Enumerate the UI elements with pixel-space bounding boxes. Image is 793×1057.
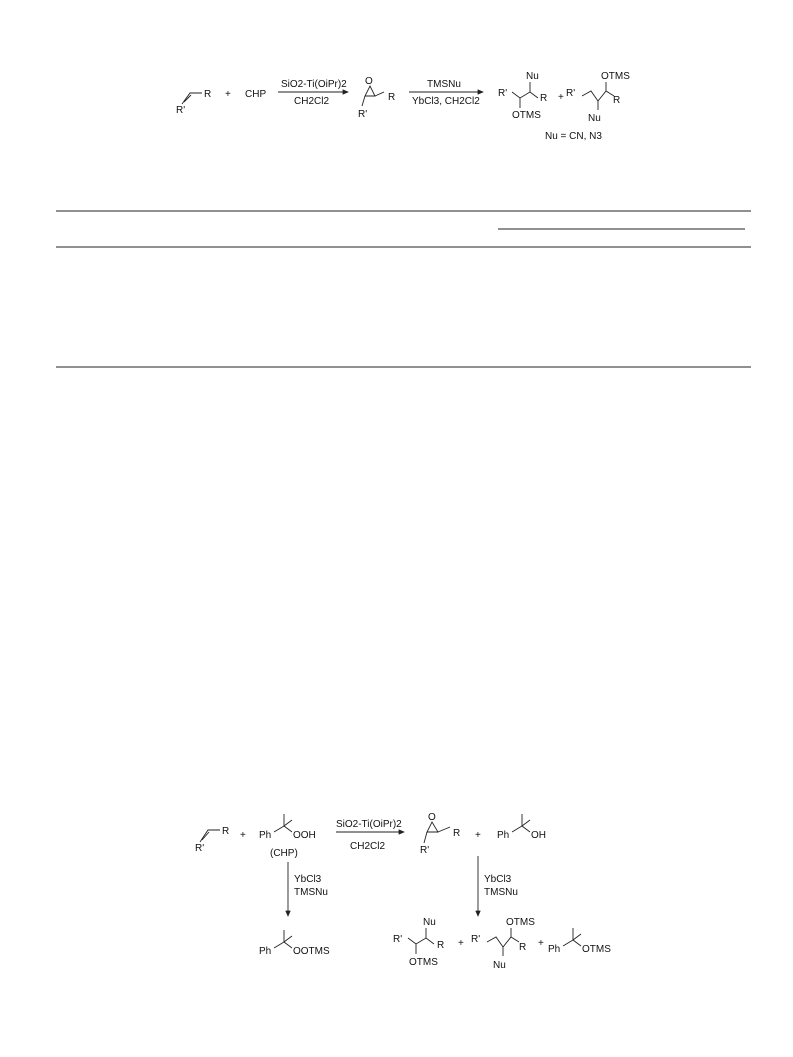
scheme2-plus-4: +: [538, 938, 544, 949]
scheme1-epoxide-r: R: [388, 92, 396, 103]
scheme2-ether-ph: Ph: [548, 944, 561, 955]
scheme1-product-b-otms: OTMS: [601, 71, 630, 82]
scheme1-cond1-top: SiO2-Ti(OiPr)2: [281, 79, 347, 90]
scheme1-plus-2: +: [558, 92, 564, 103]
scheme1-product-b-r: R: [613, 95, 621, 106]
scheme2-chp-ph: Ph: [259, 830, 272, 841]
scheme-1: [176, 71, 630, 142]
scheme1-product-a: [498, 71, 547, 121]
scheme2-plus-1: +: [240, 830, 246, 841]
scheme1-alkene-r: R: [204, 89, 212, 100]
scheme2-left-reagent-2: TMSNu: [294, 887, 328, 898]
scheme2-alcohol-ph: Ph: [497, 830, 510, 841]
scheme2-plus-2: +: [475, 830, 481, 841]
scheme1-epoxide-o: O: [365, 76, 373, 87]
scheme2-epoxide: [420, 812, 460, 856]
scheme2-right-reagent-1: YbCl3: [484, 874, 512, 885]
scheme1-product-b-r-prime: R': [566, 88, 576, 99]
scheme1-product-b: [566, 71, 630, 124]
scheme1-cond2-bottom: YbCl3, CH2Cl2: [412, 96, 480, 107]
scheme2-right-reagent-2: TMSNu: [484, 887, 518, 898]
scheme2-left-reagent-1: YbCl3: [294, 874, 322, 885]
scheme2-product-a: [393, 917, 444, 968]
scheme-2: [195, 812, 611, 971]
scheme1-product-a-otms: OTMS: [512, 110, 541, 121]
scheme1-plus-1: +: [225, 89, 231, 100]
scheme2-product-b-r: R: [519, 942, 527, 953]
scheme2-ether-product: [548, 928, 611, 955]
scheme2-product-a-r: R: [437, 940, 445, 951]
scheme2-chp-structure: [259, 814, 316, 859]
scheme1-nu-note: Nu = CN, N3: [545, 131, 602, 142]
scheme1-chp: CHP: [245, 89, 267, 100]
scheme1-epoxide: [358, 76, 395, 120]
scheme1-product-a-r: R: [540, 93, 548, 104]
scheme2-peroxide-product: [259, 930, 330, 957]
scheme2-epoxide-r: R: [453, 828, 461, 839]
scheme2-product-b-otms: OTMS: [506, 917, 535, 928]
scheme2-peroxide-ootms: OOTMS: [293, 946, 330, 957]
scheme2-product-b: [471, 917, 535, 971]
scheme2-product-a-r-prime: R': [393, 934, 403, 945]
scheme2-cond-top: SiO2-Ti(OiPr)2: [336, 819, 402, 830]
scheme2-alkene-r: R: [222, 826, 230, 837]
scheme1-alkene-r-prime: R': [176, 105, 186, 116]
scheme2-plus-3: +: [458, 938, 464, 949]
scheme2-epoxide-o: O: [428, 812, 436, 823]
scheme1-product-b-nu: Nu: [588, 113, 601, 124]
scheme1-cond2-top: TMSNu: [427, 79, 461, 90]
scheme2-product-b-nu: Nu: [493, 960, 506, 971]
scheme2-alcohol: [497, 814, 546, 841]
scheme1-epoxide-r-prime: R': [358, 109, 368, 120]
scheme2-alkene: [195, 826, 229, 854]
scheme2-cond-bottom: CH2Cl2: [350, 841, 386, 852]
table-rules: [56, 211, 751, 367]
scheme1-cond1-bottom: CH2Cl2: [294, 96, 330, 107]
scheme2-product-a-otms: OTMS: [409, 957, 438, 968]
scheme2-epoxide-r-prime: R': [420, 845, 430, 856]
scheme1-alkene: [176, 89, 211, 116]
scheme2-alcohol-oh: OH: [531, 830, 546, 841]
scheme1-product-a-r-prime: R': [498, 88, 508, 99]
scheme2-chp-label: (CHP): [270, 848, 298, 859]
scheme2-ether-otms: OTMS: [582, 944, 611, 955]
scheme2-alkene-r-prime: R': [195, 843, 205, 854]
scheme2-chp-ooh: OOH: [293, 830, 316, 841]
scheme2-product-b-r-prime: R': [471, 934, 481, 945]
scheme2-product-a-nu: Nu: [423, 917, 436, 928]
scheme2-peroxide-ph: Ph: [259, 946, 272, 957]
scheme1-product-a-nu: Nu: [526, 71, 539, 82]
